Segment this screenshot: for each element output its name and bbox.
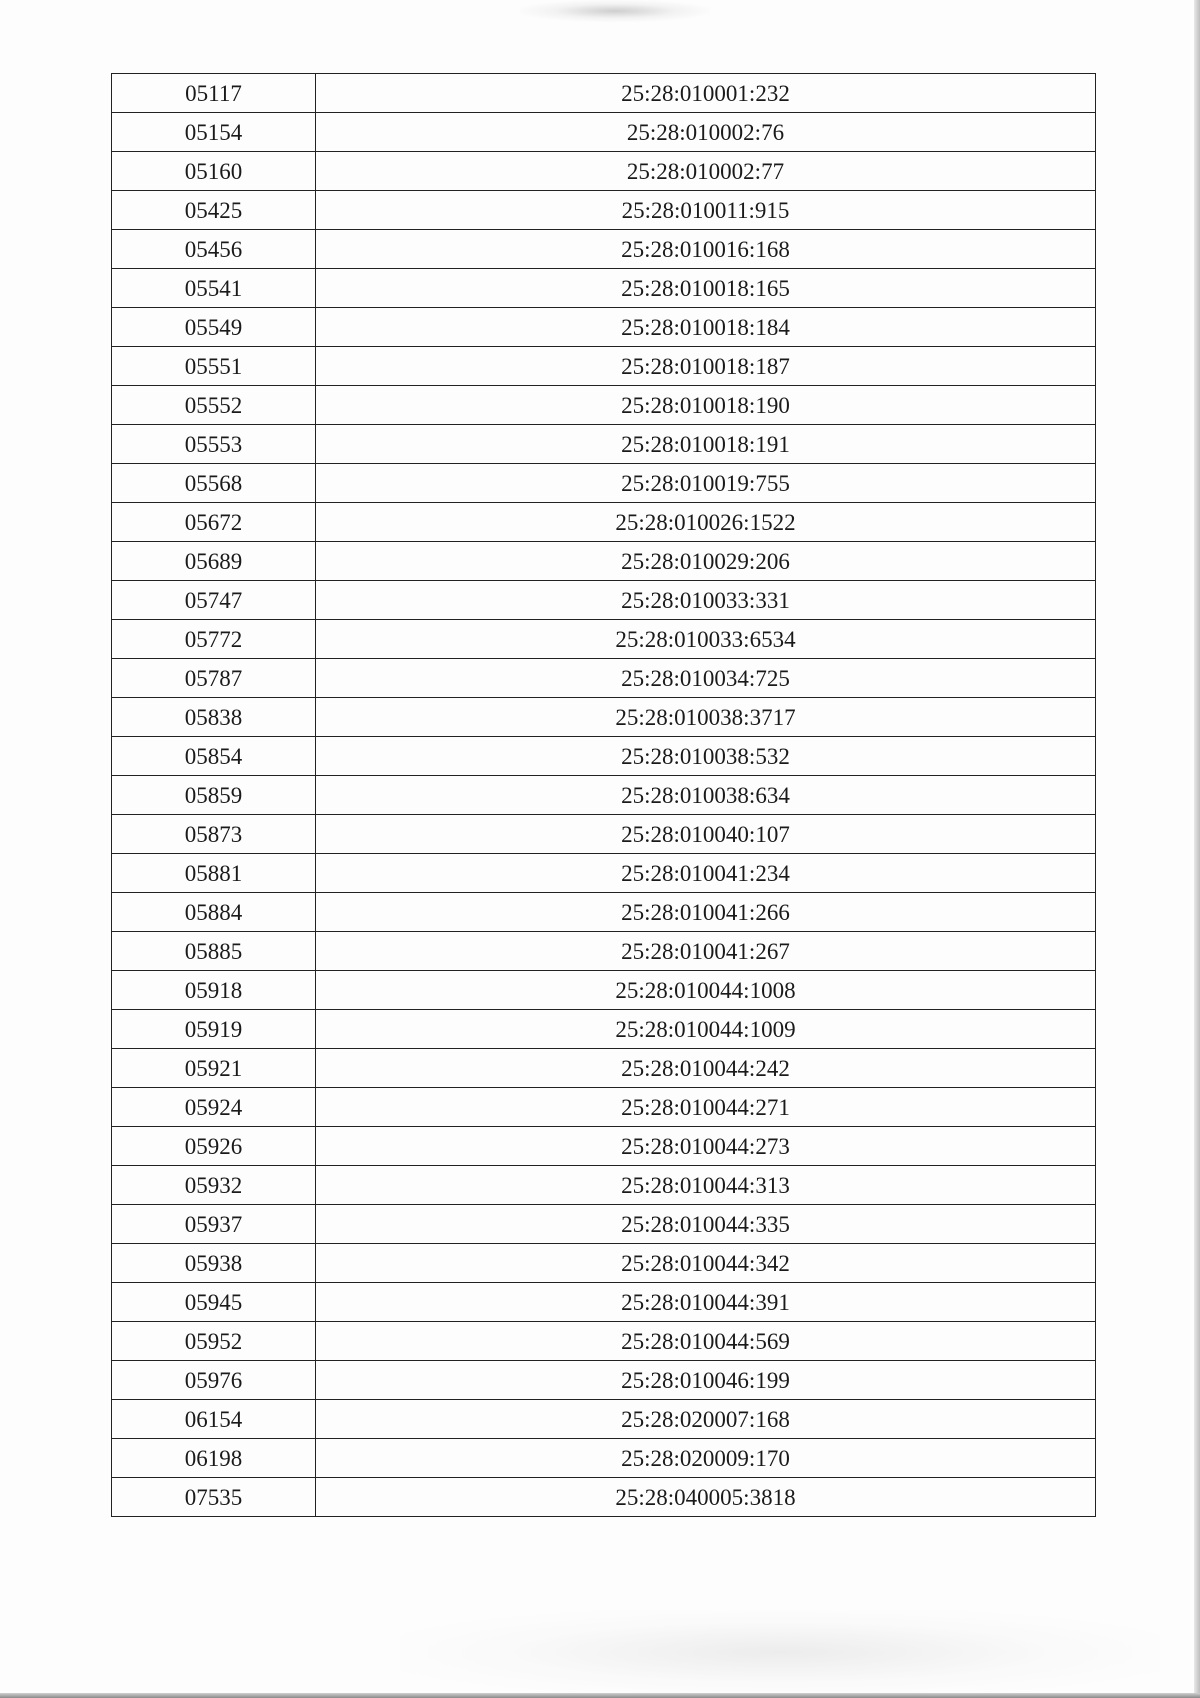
table-row bbox=[112, 230, 1096, 269]
cadastral-number-cell: 25:28:010044:1009 bbox=[316, 1010, 1096, 1049]
table-row bbox=[112, 893, 1096, 932]
code-cell: 05160 bbox=[112, 152, 316, 191]
cadastral-number-cell: 25:28:010044:273 bbox=[316, 1127, 1096, 1166]
code-cell: 05552 bbox=[112, 386, 316, 425]
cadastral-number-cell: 25:28:010044:391 bbox=[316, 1283, 1096, 1322]
cadastral-number-cell: 25:28:010044:342 bbox=[316, 1244, 1096, 1283]
cadastral-number-cell: 25:28:010033:6534 bbox=[316, 620, 1096, 659]
table-row bbox=[112, 386, 1096, 425]
table-row bbox=[112, 815, 1096, 854]
table-row bbox=[112, 854, 1096, 893]
cadastral-number-cell: 25:28:010018:165 bbox=[316, 269, 1096, 308]
cadastral-number-cell: 25:28:010044:335 bbox=[316, 1205, 1096, 1244]
code-cell: 05873 bbox=[112, 815, 316, 854]
table-row bbox=[112, 1049, 1096, 1088]
page-edge-shadow bbox=[1194, 0, 1200, 1698]
cadastral-number-cell: 25:28:010044:271 bbox=[316, 1088, 1096, 1127]
table-row bbox=[112, 308, 1096, 347]
code-cell: 05551 bbox=[112, 347, 316, 386]
cadastral-number-cell: 25:28:010041:234 bbox=[316, 854, 1096, 893]
cadastral-number-cell: 25:28:010016:168 bbox=[316, 230, 1096, 269]
table-row bbox=[112, 1088, 1096, 1127]
table-row bbox=[112, 269, 1096, 308]
cadastral-number-cell: 25:28:010018:191 bbox=[316, 425, 1096, 464]
table-row bbox=[112, 74, 1096, 113]
cadastral-number-cell: 25:28:010029:206 bbox=[316, 542, 1096, 581]
table-row bbox=[112, 1478, 1096, 1517]
code-cell: 05854 bbox=[112, 737, 316, 776]
table-row bbox=[112, 152, 1096, 191]
code-cell: 05772 bbox=[112, 620, 316, 659]
code-cell: 05884 bbox=[112, 893, 316, 932]
code-cell: 06154 bbox=[112, 1400, 316, 1439]
table-row bbox=[112, 1400, 1096, 1439]
table-row bbox=[112, 737, 1096, 776]
code-cell: 05976 bbox=[112, 1361, 316, 1400]
code-cell: 05932 bbox=[112, 1166, 316, 1205]
code-cell: 05117 bbox=[112, 74, 316, 113]
cadastral-number-cell: 25:28:010034:725 bbox=[316, 659, 1096, 698]
cadastral-number-cell: 25:28:010026:1522 bbox=[316, 503, 1096, 542]
table-row bbox=[112, 425, 1096, 464]
cadastral-number-cell: 25:28:010041:266 bbox=[316, 893, 1096, 932]
cadastral-number-cell: 25:28:010044:242 bbox=[316, 1049, 1096, 1088]
table-row bbox=[112, 1322, 1096, 1361]
code-cell: 07535 bbox=[112, 1478, 316, 1517]
cadastral-number-cell: 25:28:020007:168 bbox=[316, 1400, 1096, 1439]
table-row bbox=[112, 698, 1096, 737]
code-cell: 06198 bbox=[112, 1439, 316, 1478]
scan-smudge bbox=[400, 1610, 1160, 1695]
table-row bbox=[112, 1283, 1096, 1322]
table-row bbox=[112, 1244, 1096, 1283]
cadastral-number-cell: 25:28:010040:107 bbox=[316, 815, 1096, 854]
cadastral-number-cell: 25:28:010018:187 bbox=[316, 347, 1096, 386]
table-row bbox=[112, 347, 1096, 386]
cadastral-number-cell: 25:28:010002:77 bbox=[316, 152, 1096, 191]
code-cell: 05918 bbox=[112, 971, 316, 1010]
code-cell: 05838 bbox=[112, 698, 316, 737]
table-row bbox=[112, 776, 1096, 815]
cadastral-number-cell: 25:28:010033:331 bbox=[316, 581, 1096, 620]
table-row bbox=[112, 620, 1096, 659]
table-row bbox=[112, 1439, 1096, 1478]
code-cell: 05553 bbox=[112, 425, 316, 464]
table-row bbox=[112, 464, 1096, 503]
code-cell: 05937 bbox=[112, 1205, 316, 1244]
code-cell: 05425 bbox=[112, 191, 316, 230]
cadastral-number-cell: 25:28:010041:267 bbox=[316, 932, 1096, 971]
code-cell: 05689 bbox=[112, 542, 316, 581]
code-cell: 05859 bbox=[112, 776, 316, 815]
cadastral-number-cell: 25:28:010011:915 bbox=[316, 191, 1096, 230]
code-cell: 05885 bbox=[112, 932, 316, 971]
cadastral-number-cell: 25:28:010018:190 bbox=[316, 386, 1096, 425]
cadastral-number-cell: 25:28:010046:199 bbox=[316, 1361, 1096, 1400]
table-row bbox=[112, 932, 1096, 971]
scan-smudge bbox=[520, 0, 710, 22]
code-cell: 05456 bbox=[112, 230, 316, 269]
table-row bbox=[112, 1361, 1096, 1400]
table-row bbox=[112, 1010, 1096, 1049]
code-cell: 05952 bbox=[112, 1322, 316, 1361]
cadastral-number-cell: 25:28:010002:76 bbox=[316, 113, 1096, 152]
code-cell: 05541 bbox=[112, 269, 316, 308]
cadastral-number-cell: 25:28:010018:184 bbox=[316, 308, 1096, 347]
cadastral-number-cell: 25:28:010019:755 bbox=[316, 464, 1096, 503]
code-cell: 05568 bbox=[112, 464, 316, 503]
code-cell: 05881 bbox=[112, 854, 316, 893]
table-row bbox=[112, 581, 1096, 620]
cadastral-number-cell: 25:28:010038:3717 bbox=[316, 698, 1096, 737]
table-row bbox=[112, 503, 1096, 542]
cadastral-number-cell: 25:28:010044:1008 bbox=[316, 971, 1096, 1010]
code-cell: 05747 bbox=[112, 581, 316, 620]
page-edge-shadow bbox=[0, 1693, 1200, 1698]
table-row bbox=[112, 1127, 1096, 1166]
code-cell: 05919 bbox=[112, 1010, 316, 1049]
code-cell: 05154 bbox=[112, 113, 316, 152]
table-row bbox=[112, 1166, 1096, 1205]
code-cell: 05938 bbox=[112, 1244, 316, 1283]
data-table bbox=[111, 73, 1096, 1517]
code-cell: 05672 bbox=[112, 503, 316, 542]
table-row bbox=[112, 1205, 1096, 1244]
table-row bbox=[112, 113, 1096, 152]
code-cell: 05787 bbox=[112, 659, 316, 698]
code-cell: 05926 bbox=[112, 1127, 316, 1166]
cadastral-number-cell: 25:28:020009:170 bbox=[316, 1439, 1096, 1478]
table-row bbox=[112, 659, 1096, 698]
code-cell: 05549 bbox=[112, 308, 316, 347]
code-cell: 05921 bbox=[112, 1049, 316, 1088]
table-row bbox=[112, 191, 1096, 230]
code-cell: 05945 bbox=[112, 1283, 316, 1322]
cadastral-number-cell: 25:28:010044:313 bbox=[316, 1166, 1096, 1205]
cadastral-number-cell: 25:28:010038:634 bbox=[316, 776, 1096, 815]
cadastral-number-cell: 25:28:010044:569 bbox=[316, 1322, 1096, 1361]
table-body bbox=[112, 74, 1096, 1517]
table-row bbox=[112, 971, 1096, 1010]
cadastral-number-cell: 25:28:040005:3818 bbox=[316, 1478, 1096, 1517]
code-cell: 05924 bbox=[112, 1088, 316, 1127]
cadastral-number-cell: 25:28:010001:232 bbox=[316, 74, 1096, 113]
table-row bbox=[112, 542, 1096, 581]
cadastral-number-cell: 25:28:010038:532 bbox=[316, 737, 1096, 776]
